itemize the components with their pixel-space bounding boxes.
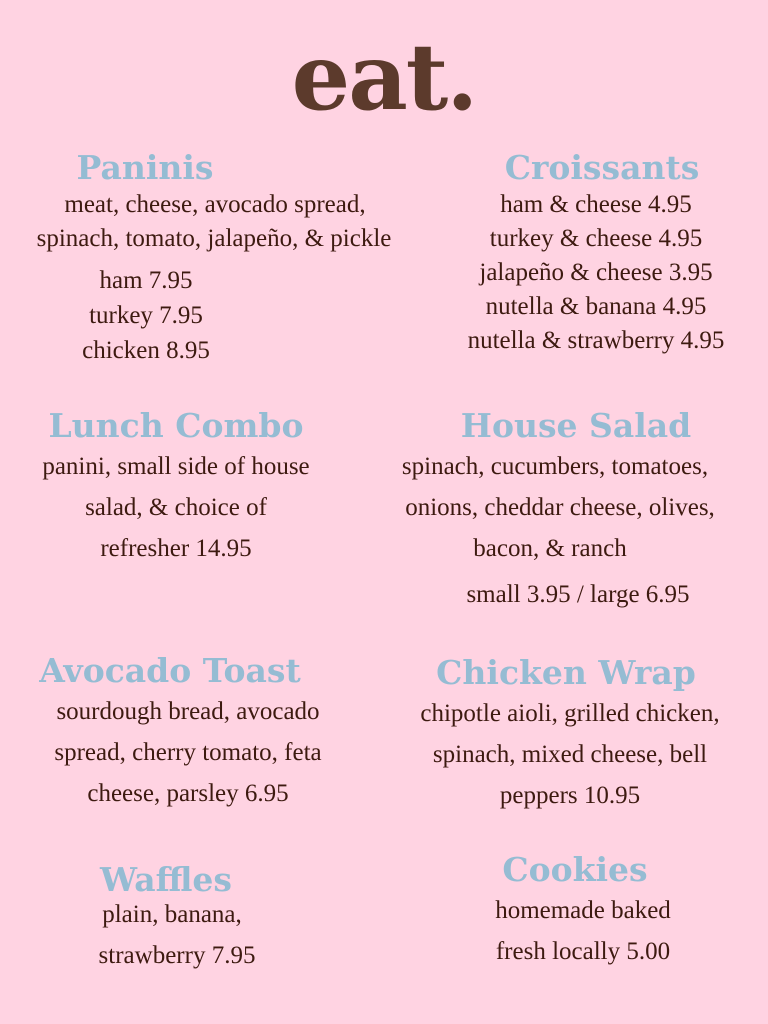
house-salad-line: spinach, cucumbers, tomatoes, (401, 453, 709, 480)
section-waffles (60, 860, 294, 976)
croissants-item: nutella & strawberry 4.95 (467, 327, 725, 354)
heading-avocado-toast: Avocado Toast (39, 651, 301, 690)
section-lunch-combo (0, 406, 352, 569)
menu-title: eat. (291, 23, 477, 131)
croissants-item: turkey & cheese 4.95 (489, 225, 703, 252)
section-paninis (0, 148, 440, 368)
croissants-item: nutella & banana 4.95 (485, 293, 707, 320)
heading-croissants: Croissants (504, 148, 700, 187)
house-salad-line: onions, cheddar cheese, olives, (405, 494, 715, 521)
avocado-toast-line: spread, cherry tomato, feta (54, 739, 322, 766)
chicken-wrap-line: chipotle aioli, grilled chicken, (420, 700, 720, 727)
lunch-combo-line: refresher 14.95 (100, 535, 252, 562)
section-cookies (450, 850, 716, 972)
section-croissants (440, 148, 768, 358)
heading-waffles: Waffles (100, 860, 232, 899)
avocado-toast-line: cheese, parsley 6.95 (87, 780, 289, 807)
heading-paninis: Paninis (76, 148, 214, 187)
heading-chicken-wrap: Chicken Wrap (436, 653, 696, 692)
croissants-item: jalapeño & cheese 3.95 (479, 259, 713, 286)
house-salad-line: bacon, & ranch (473, 535, 627, 562)
paninis-item: turkey 7.95 (89, 302, 203, 329)
lunch-combo-line: salad, & choice of (85, 494, 267, 521)
cookies-line: fresh locally 5.00 (495, 938, 671, 965)
lunch-combo-line: panini, small side of house (42, 453, 310, 480)
section-chicken-wrap (380, 653, 760, 816)
chicken-wrap-line: peppers 10.95 (499, 782, 641, 809)
heading-house-salad: House Salad (460, 406, 692, 445)
waffles-line: plain, banana, (102, 901, 242, 928)
house-salad-price: small 3.95 / large 6.95 (466, 581, 690, 608)
paninis-item: chicken 8.95 (82, 337, 210, 364)
paninis-description-line: spinach, tomato, jalapeño, & pickle (36, 225, 392, 252)
section-house-salad (370, 406, 750, 615)
section-avocado-toast (0, 651, 376, 814)
heading-cookies: Cookies (502, 850, 648, 889)
paninis-description-line: meat, cheese, avocado spread, (64, 191, 366, 218)
paninis-item: ham 7.95 (99, 267, 193, 294)
waffles-line: strawberry 7.95 (98, 942, 256, 969)
heading-lunch-combo: Lunch Combo (48, 406, 304, 445)
croissants-item: ham & cheese 4.95 (500, 191, 692, 218)
avocado-toast-line: sourdough bread, avocado (56, 698, 320, 725)
cookies-line: homemade baked (495, 897, 671, 924)
chicken-wrap-line: spinach, mixed cheese, bell (432, 741, 708, 768)
